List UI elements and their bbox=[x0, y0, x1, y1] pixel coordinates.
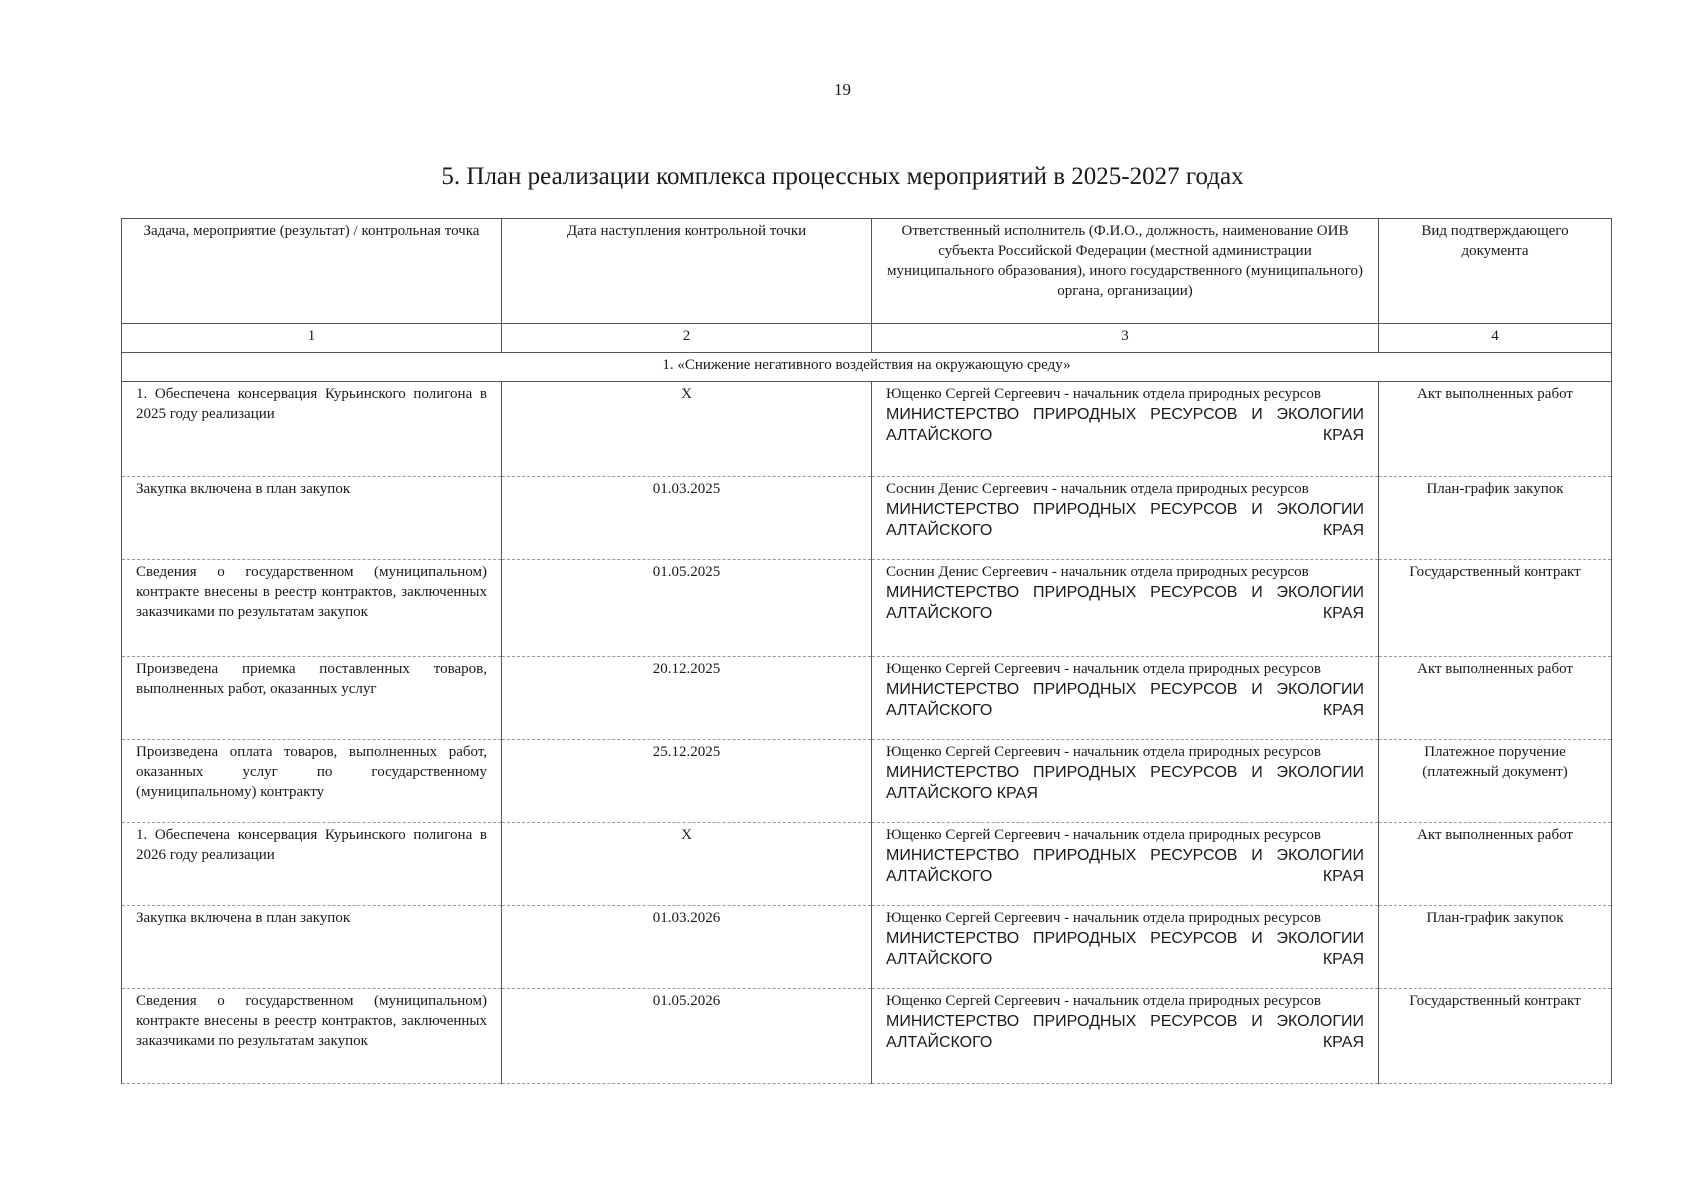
header-date: Дата наступления контрольной точки bbox=[502, 219, 872, 324]
column-number-1: 1 bbox=[122, 324, 502, 353]
page-number: 19 bbox=[834, 80, 851, 99]
date-cell: X bbox=[502, 382, 872, 477]
date-cell: 01.05.2025 bbox=[502, 560, 872, 657]
responsible-person: Ющенко Сергей Сергеевич - начальник отдела природных ресурсов bbox=[886, 827, 1321, 843]
date-cell: X bbox=[502, 823, 872, 906]
document-type-cell: Государственный контракт bbox=[1379, 989, 1612, 1084]
task-cell: 1. Обеспечена консервация Курьинского полигона в 2026 году реализации bbox=[122, 823, 502, 906]
header-responsible: Ответственный исполнитель (Ф.И.О., должность, наименование ОИВ субъекта Российской Федерации (местной администрации муниципального образования), иного государственного (муниципального) органа, организации) bbox=[872, 219, 1379, 324]
section-row bbox=[122, 353, 1612, 382]
table-row bbox=[122, 477, 1612, 560]
responsible-organization: МИНИСТЕРСТВО ПРИРОДНЫХ РЕСУРСОВ И ЭКОЛОГИИ АЛТАЙСКОГО КРАЯ bbox=[886, 681, 1364, 719]
responsible-cell bbox=[872, 657, 1379, 740]
responsible-cell bbox=[872, 740, 1379, 823]
table-row bbox=[122, 382, 1612, 477]
task-cell: Закупка включена в план закупок bbox=[122, 906, 502, 989]
document-title: 5. План реализации комплекса процессных мероприятий в 2025-2027 годах bbox=[441, 163, 1244, 190]
table-row bbox=[122, 823, 1612, 906]
table-row bbox=[122, 906, 1612, 989]
task-cell: Сведения о государственном (муниципальном) контракте внесены в реестр контрактов, заключенных заказчиками по результатам закупок bbox=[122, 560, 502, 657]
responsible-person: Ющенко Сергей Сергеевич - начальник отдела природных ресурсов bbox=[886, 993, 1321, 1009]
task-cell: 1. Обеспечена консервация Курьинского полигона в 2025 году реализации bbox=[122, 382, 502, 477]
document-type-cell: План-график закупок bbox=[1379, 906, 1612, 989]
responsible-person: Ющенко Сергей Сергеевич - начальник отдела природных ресурсов bbox=[886, 661, 1321, 677]
responsible-cell bbox=[872, 382, 1379, 477]
column-number-2: 2 bbox=[502, 324, 872, 353]
column-number-row bbox=[122, 324, 1612, 353]
document-type-cell: Акт выполненных работ bbox=[1379, 823, 1612, 906]
task-cell: Произведена приемка поставленных товаров, выполненных работ, оказанных услуг bbox=[122, 657, 502, 740]
section-title: 1. «Снижение негативного воздействия на окружающую среду» bbox=[122, 353, 1612, 382]
responsible-person: Соснин Денис Сергеевич - начальник отдела природных ресурсов bbox=[886, 481, 1309, 497]
responsible-organization: МИНИСТЕРСТВО ПРИРОДНЫХ РЕСУРСОВ И ЭКОЛОГИИ АЛТАЙСКОГО КРАЯ bbox=[886, 501, 1364, 539]
table-header-row bbox=[122, 219, 1612, 324]
document-type-cell: Акт выполненных работ bbox=[1379, 657, 1612, 740]
responsible-person: Ющенко Сергей Сергеевич - начальник отдела природных ресурсов bbox=[886, 744, 1321, 760]
date-cell: 20.12.2025 bbox=[502, 657, 872, 740]
responsible-cell bbox=[872, 906, 1379, 989]
task-cell: Закупка включена в план закупок bbox=[122, 477, 502, 560]
table-row bbox=[122, 740, 1612, 823]
plan-table bbox=[121, 218, 1612, 1084]
column-number-3: 3 bbox=[872, 324, 1379, 353]
table-row bbox=[122, 657, 1612, 740]
document-type-cell: План-график закупок bbox=[1379, 477, 1612, 560]
responsible-organization: МИНИСТЕРСТВО ПРИРОДНЫХ РЕСУРСОВ И ЭКОЛОГИИ АЛТАЙСКОГО КРАЯ bbox=[886, 847, 1364, 885]
table-row bbox=[122, 989, 1612, 1084]
responsible-person: Ющенко Сергей Сергеевич - начальник отдела природных ресурсов bbox=[886, 386, 1321, 402]
responsible-organization: МИНИСТЕРСТВО ПРИРОДНЫХ РЕСУРСОВ И ЭКОЛОГИИ АЛТАЙСКОГО КРАЯ bbox=[886, 1013, 1364, 1051]
responsible-person: Ющенко Сергей Сергеевич - начальник отдела природных ресурсов bbox=[886, 910, 1321, 926]
responsible-organization: МИНИСТЕРСТВО ПРИРОДНЫХ РЕСУРСОВ И ЭКОЛОГИИ АЛТАЙСКОГО КРАЯ bbox=[886, 406, 1364, 444]
responsible-organization: МИНИСТЕРСТВО ПРИРОДНЫХ РЕСУРСОВ И ЭКОЛОГИИ АЛТАЙСКОГО КРАЯ bbox=[886, 764, 1364, 802]
date-cell: 01.03.2026 bbox=[502, 906, 872, 989]
responsible-organization: МИНИСТЕРСТВО ПРИРОДНЫХ РЕСУРСОВ И ЭКОЛОГИИ АЛТАЙСКОГО КРАЯ bbox=[886, 930, 1364, 968]
document-type-cell: Платежное поручение (платежный документ) bbox=[1379, 740, 1612, 823]
document-type-cell: Государственный контракт bbox=[1379, 560, 1612, 657]
task-cell: Произведена оплата товаров, выполненных работ, оказанных услуг по государственному (муниципальному) контракту bbox=[122, 740, 502, 823]
date-cell: 25.12.2025 bbox=[502, 740, 872, 823]
header-document: Вид подтверждающего документа bbox=[1379, 219, 1612, 324]
document-type-cell: Акт выполненных работ bbox=[1379, 382, 1612, 477]
date-cell: 01.03.2025 bbox=[502, 477, 872, 560]
column-number-4: 4 bbox=[1379, 324, 1612, 353]
date-cell: 01.05.2026 bbox=[502, 989, 872, 1084]
responsible-person: Соснин Денис Сергеевич - начальник отдела природных ресурсов bbox=[886, 564, 1309, 580]
task-cell: Сведения о государственном (муниципальном) контракте внесены в реестр контрактов, заключенных заказчиками по результатам закупок bbox=[122, 989, 502, 1084]
responsible-cell bbox=[872, 989, 1379, 1084]
responsible-cell bbox=[872, 560, 1379, 657]
responsible-cell bbox=[872, 477, 1379, 560]
responsible-organization: МИНИСТЕРСТВО ПРИРОДНЫХ РЕСУРСОВ И ЭКОЛОГИИ АЛТАЙСКОГО КРАЯ bbox=[886, 584, 1364, 622]
header-task: Задача, мероприятие (результат) / контрольная точка bbox=[122, 219, 502, 324]
table-row bbox=[122, 560, 1612, 657]
responsible-cell bbox=[872, 823, 1379, 906]
